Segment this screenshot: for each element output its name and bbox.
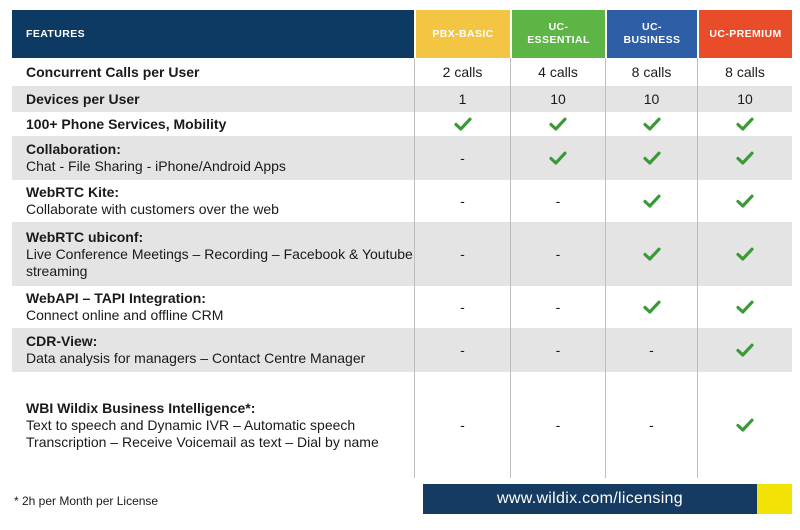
value-cell-uc-essential [510, 136, 605, 180]
table-row [12, 180, 792, 222]
value-cell-uc-premium [697, 136, 792, 180]
feature-cell [12, 86, 414, 112]
checkmark-icon [736, 151, 754, 165]
checkmark-icon [643, 300, 661, 314]
plan-header-uc-essential: UC- ESSENTIAL [510, 10, 605, 58]
feature-title: WebRTC ubiconf: [26, 228, 144, 245]
value-cell-uc-premium [697, 180, 792, 222]
feature-cell [12, 286, 414, 328]
value-cell-uc-business: - [605, 328, 697, 372]
table-row [12, 286, 792, 328]
table-row [12, 372, 792, 478]
banner-accent [757, 484, 792, 514]
feature-title: WebAPI – TAPI Integration: [26, 290, 206, 306]
table-row [12, 112, 792, 136]
checkmark-icon [736, 343, 754, 357]
value-cell-pbx-basic [414, 112, 510, 136]
features-header: FEATURES [12, 10, 414, 58]
table-row [12, 222, 792, 286]
feature-title: Collaboration: [26, 141, 121, 157]
value-cell-pbx-basic: 1 [414, 86, 510, 112]
feature-cell [12, 180, 414, 222]
value-cell-uc-premium [697, 286, 792, 328]
table-row [12, 328, 792, 372]
feature-cell [12, 372, 414, 478]
checkmark-icon [454, 117, 472, 131]
feature-title: Concurrent Calls per User [26, 63, 200, 80]
licensing-url-banner[interactable]: www.wildix.com/licensing [423, 484, 757, 514]
checkmark-icon [736, 300, 754, 314]
feature-cell [12, 222, 414, 286]
plan-header-uc-business: UC- BUSINESS [605, 10, 697, 58]
value-cell-uc-essential: - [510, 372, 605, 478]
feature-description: Connect online and offline CRM [26, 307, 224, 323]
feature-cell [12, 112, 414, 136]
value-cell-uc-premium: 10 [697, 86, 792, 112]
feature-title: WebRTC Kite: [26, 184, 120, 200]
value-cell-uc-business: 10 [605, 86, 697, 112]
value-cell-uc-essential: - [510, 180, 605, 222]
checkmark-icon [736, 194, 754, 208]
table-row [12, 136, 792, 180]
checkmark-icon [643, 247, 661, 261]
value-cell-uc-business [605, 136, 697, 180]
value-cell-pbx-basic: - [414, 286, 510, 328]
checkmark-icon [643, 151, 661, 165]
feature-description: Data analysis for managers – Contact Centre Manager [26, 350, 366, 366]
feature-cell [12, 328, 414, 372]
value-cell-uc-business: - [605, 372, 697, 478]
value-cell-uc-essential: - [510, 222, 605, 286]
feature-description: Chat - File Sharing - iPhone/Android Apps [26, 158, 286, 174]
table-body [12, 58, 792, 478]
feature-cell [12, 58, 414, 86]
checkmark-icon [643, 117, 661, 131]
licensing-table [12, 10, 792, 478]
value-cell-uc-essential: 4 calls [510, 58, 605, 86]
feature-title: 100+ Phone Services, Mobility [26, 115, 227, 132]
feature-description: Live Conference Meetings – Recording – Facebook & Youtube streaming [26, 245, 413, 279]
feature-description: Text to speech and Dynamic IVR – Automatic speech Transcription – Receive Voicemail as text – Dial by name [26, 416, 379, 450]
value-cell-pbx-basic: - [414, 180, 510, 222]
value-cell-pbx-basic: - [414, 136, 510, 180]
value-cell-pbx-basic: 2 calls [414, 58, 510, 86]
value-cell-uc-business [605, 180, 697, 222]
value-cell-pbx-basic: - [414, 222, 510, 286]
plan-header-uc-premium: UC-PREMIUM [697, 10, 792, 58]
value-cell-uc-business: 8 calls [605, 58, 697, 86]
checkmark-icon [549, 117, 567, 131]
value-cell-uc-premium [697, 328, 792, 372]
value-cell-uc-premium [697, 112, 792, 136]
plan-header-pbx-basic: PBX-BASIC [414, 10, 510, 58]
value-cell-uc-essential: - [510, 286, 605, 328]
value-cell-uc-business [605, 112, 697, 136]
checkmark-icon [736, 418, 754, 432]
checkmark-icon [736, 247, 754, 261]
value-cell-uc-business [605, 286, 697, 328]
value-cell-uc-essential: - [510, 328, 605, 372]
value-cell-pbx-basic: - [414, 372, 510, 478]
table-header [12, 10, 792, 58]
feature-title: CDR-View: [26, 333, 98, 349]
feature-cell [12, 136, 414, 180]
value-cell-uc-essential: 10 [510, 86, 605, 112]
value-cell-uc-premium: 8 calls [697, 58, 792, 86]
value-cell-uc-essential [510, 112, 605, 136]
table-row [12, 58, 792, 86]
checkmark-icon [736, 117, 754, 131]
value-cell-pbx-basic: - [414, 328, 510, 372]
feature-description: Collaborate with customers over the web [26, 201, 279, 217]
feature-title: Devices per User [26, 90, 140, 107]
value-cell-uc-business [605, 222, 697, 286]
footnote: * 2h per Month per License [14, 494, 159, 508]
feature-title: WBI Wildix Business Intelligence*: [26, 399, 256, 416]
checkmark-icon [643, 194, 661, 208]
table-row [12, 86, 792, 112]
value-cell-uc-premium [697, 222, 792, 286]
value-cell-uc-premium [697, 372, 792, 478]
checkmark-icon [549, 151, 567, 165]
